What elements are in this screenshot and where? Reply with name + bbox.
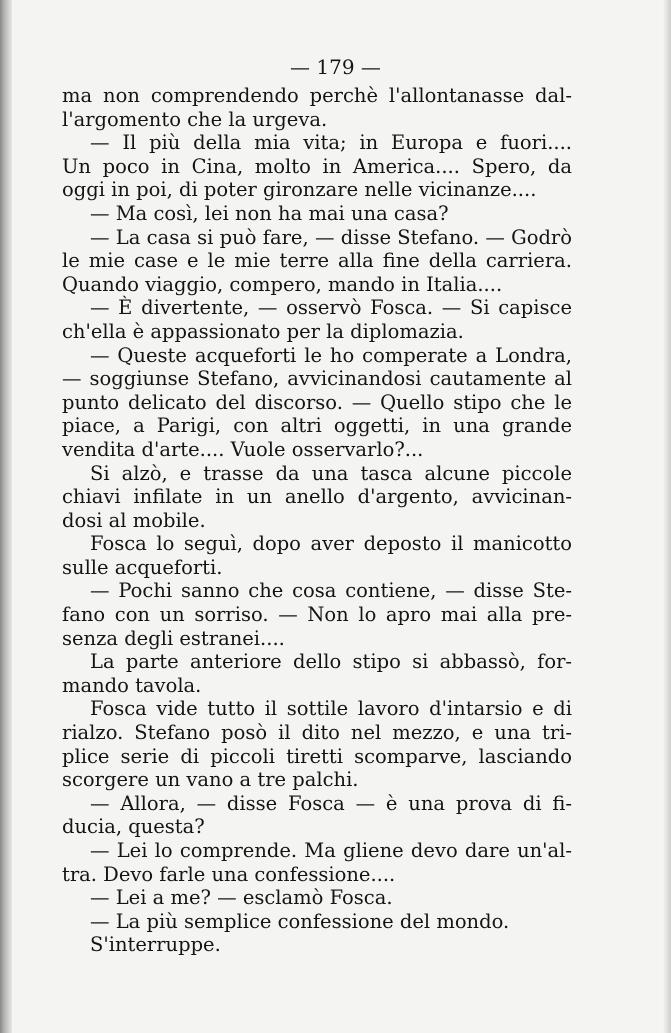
page-edge-left — [0, 0, 12, 1033]
text-line: fano con un sorriso. — Non lo apro mai alla pre- — [62, 603, 572, 627]
text-line: piace, a Parigi, con altri oggetti, in una grande — [62, 414, 572, 438]
body-text — [62, 84, 572, 957]
text-line: Si alzò, e trasse da una tasca alcune piccole — [90, 461, 572, 485]
text-line: — Ma così, lei non ha mai una casa? — [90, 201, 449, 225]
text-line: le mie case e le mie terre alla fine della carriera. — [62, 249, 572, 273]
text-line: — Il più della mia vita; in Europa e fuori.... — [90, 131, 572, 155]
text-line: ducia, questa? — [62, 815, 205, 839]
text-line: ch'ella è appassionato per la diplomazia. — [62, 319, 464, 343]
page-edge-right — [663, 0, 671, 1033]
text-line: sulle acqueforti. — [62, 555, 223, 579]
text-line: — La casa si può fare, — disse Stefano. — Godrò — [90, 225, 572, 249]
text-line: mando tavola. — [62, 673, 202, 697]
text-line: S'interruppe. — [90, 933, 221, 957]
text-line: scorgere un vano a tre palchi. — [62, 768, 359, 792]
text-line: — soggiunse Stefano, avvicinandosi cautamente al — [62, 367, 572, 391]
text-line: rialzo. Stefano posò il dito nel mezzo, e una tri- — [62, 721, 572, 745]
text-line: — Allora, — disse Fosca — è una prova di fi- — [90, 791, 572, 815]
text-line: — Lei a me? — esclamò Fosca. — [90, 886, 393, 910]
text-line: senza degli estranei.... — [62, 626, 285, 650]
text-line: oggi in poi, di poter gironzare nelle vicinanze.... — [62, 178, 537, 202]
text-line: — Lei lo comprende. Ma gliene devo dare un'al- — [90, 839, 572, 862]
text-line: Un poco in Cina, molto in America.... Spero, da — [62, 154, 572, 178]
text-line: — Pochi sanno che cosa contiene, — disse Ste- — [90, 579, 572, 603]
text-line: tra. Devo farle una confessione.... — [62, 862, 396, 886]
text-line: — È divertente, — osservò Fosca. — Si capisce — [90, 296, 572, 320]
text-line: Quando viaggio, compero, mando in Italia.... — [62, 272, 503, 296]
text-line: Fosca vide tutto il sottile lavoro d'intarsio e di — [90, 697, 572, 721]
text-line: plice serie di piccoli tiretti scomparve, lasciando — [62, 744, 572, 768]
text-line: — La più semplice confessione del mondo. — [90, 909, 510, 933]
text-line: punto delicato del discorso. — Quello stipo che le — [62, 390, 572, 414]
text-line: Fosca lo seguì, dopo aver deposto il manicotto — [90, 532, 572, 556]
text-line: l'argomento che la urgeva. — [62, 107, 328, 131]
page-number: — 179 — — [290, 55, 381, 79]
text-line: chiavi infilate in un anello d'argento, avvicinan- — [62, 485, 572, 509]
text-line: — Queste acqueforti le ho comperate a Londra, — [90, 343, 572, 367]
text-line: vendita d'arte.... Vuole osservarlo?... — [62, 437, 424, 461]
text-line: dosi al mobile. — [62, 508, 206, 532]
text-line: La parte anteriore dello stipo si abbassò, for- — [90, 650, 572, 674]
text-line: ma non comprendendo perchè l'allontanasse dal- — [62, 84, 572, 107]
